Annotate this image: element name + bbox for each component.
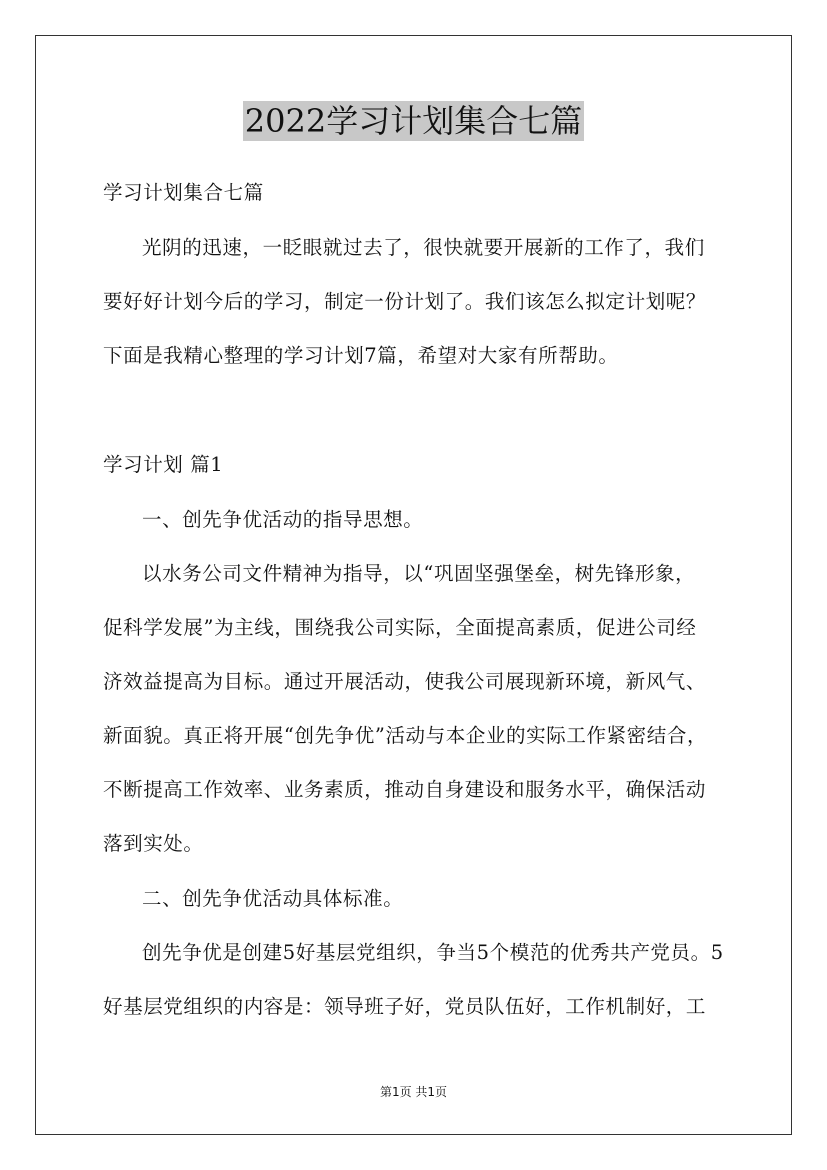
- paragraph-line: 济效益提高为目标。通过开展活动，使我公司展现新环境，新风气、: [103, 670, 707, 693]
- paragraph-line: 好基层党组织的内容是：领导班子好，党员队伍好，工作机制好，工: [103, 995, 707, 1018]
- page-footer: 第1页 共1页: [379, 1085, 448, 1099]
- paragraph-line: 新面貌。真正将开展“创先争优”活动与本企业的实际工作紧密结合，: [103, 724, 708, 747]
- paragraph-line: 落到实处。: [103, 832, 204, 855]
- section-heading: 学习计划 篇1: [103, 453, 224, 476]
- paragraph-line: 下面是我精心整理的学习计划7篇，希望对大家有所帮助。: [103, 344, 619, 367]
- paragraph-line: 一、创先争优活动的指导思想。: [142, 508, 424, 531]
- document-title: 2022学习计划集合七篇: [244, 102, 583, 140]
- subtitle: 学习计划集合七篇: [103, 181, 264, 204]
- paragraph-line: 二、创先争优活动具体标准。: [142, 887, 404, 910]
- paragraph-line: 不断提高工作效率、业务素质，推动自身建设和服务水平，确保活动: [103, 778, 707, 801]
- paragraph-line: 光阴的迅速，一眨眼就过去了，很快就要开展新的工作了，我们: [142, 236, 705, 259]
- paragraph-line: 以水务公司文件精神为指导，以“巩固坚强堡垒，树先锋形象，: [142, 562, 696, 585]
- paragraph-line: 创先争优是创建5好基层党组织，争当5个模范的优秀共产党员。5: [142, 941, 724, 964]
- paragraph-line: 促科学发展”为主线，围绕我公司实际，全面提高素质，促进公司经: [103, 616, 697, 639]
- title-container: [0, 101, 827, 141]
- paragraph-line: 要好好计划今后的学习，制定一份计划了。我们该怎么拟定计划呢？: [103, 290, 707, 313]
